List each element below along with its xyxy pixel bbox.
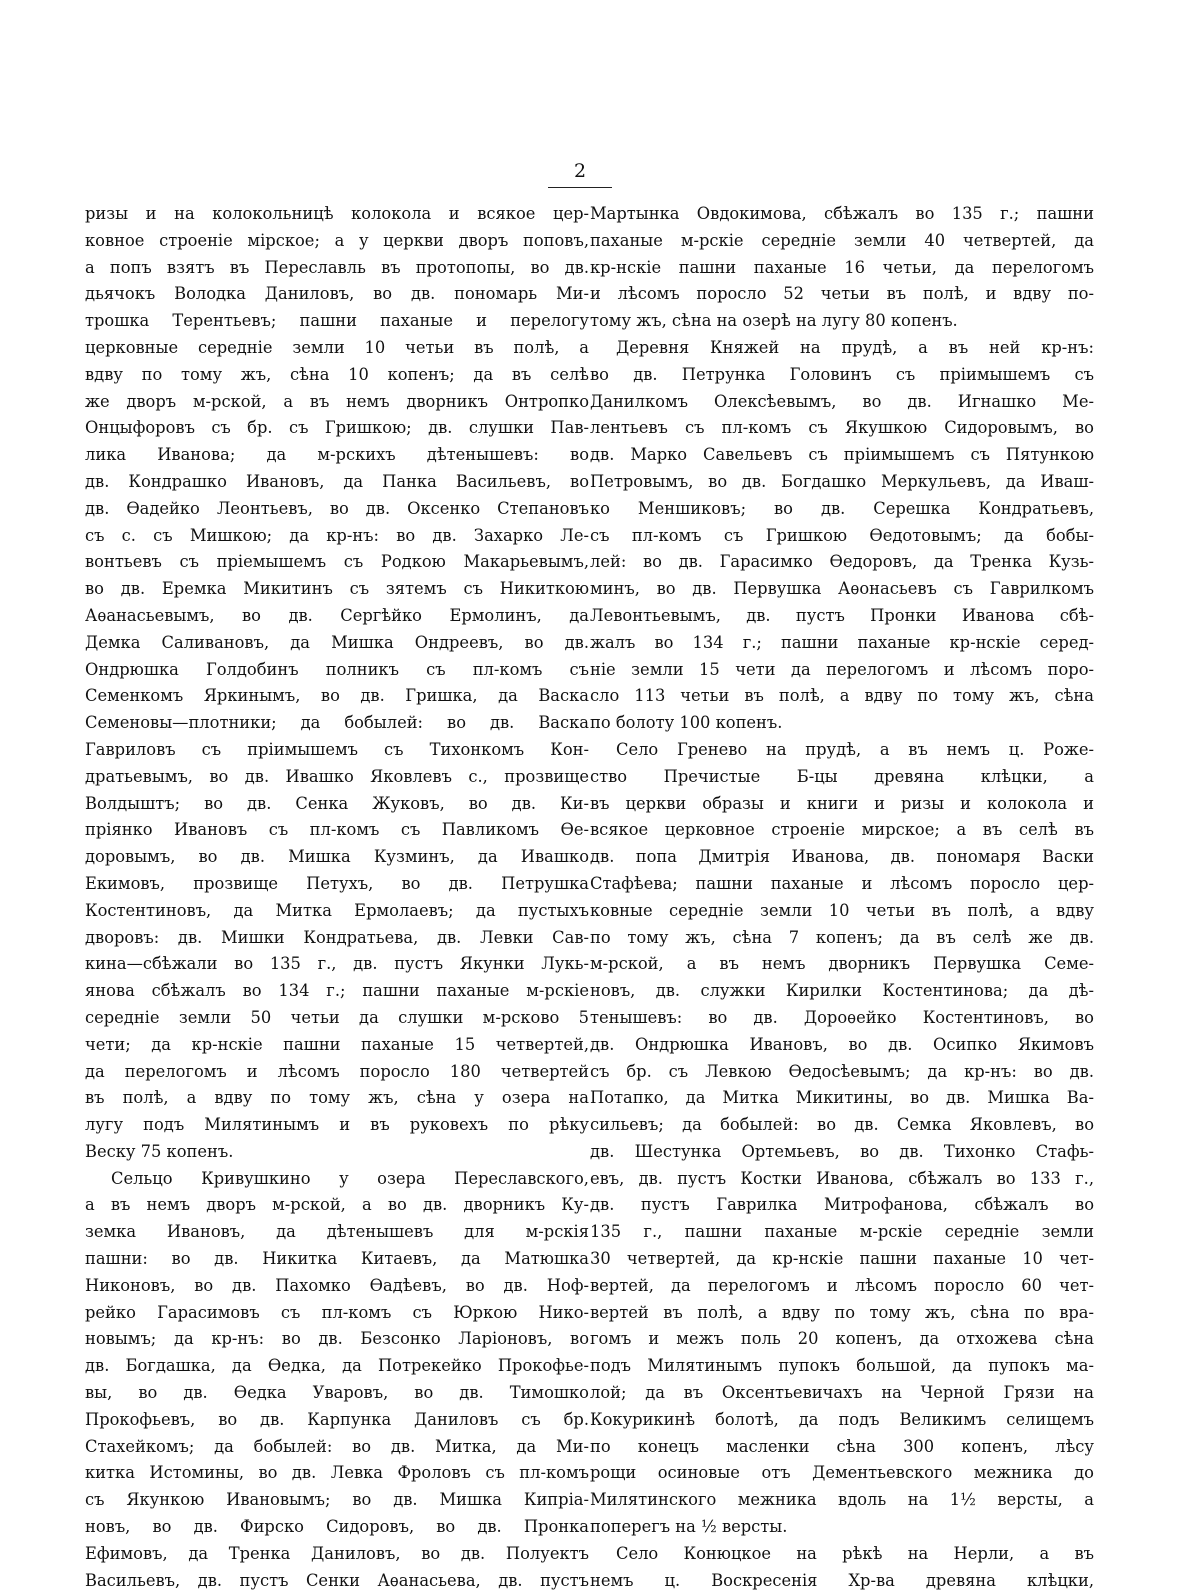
text-line: ковное строеніе мірское; а у церкви дворъ поповъ, (85, 230, 589, 250)
text-line: м-рской, а въ немъ дворникъ Первушка Семе- (590, 954, 1094, 974)
text-line: Ондрюшка Голдобинъ полникъ съ пл-комъ съ (85, 659, 589, 679)
text-line: Мартынка Овдокимова, сбѣжалъ во 135 г.; пашни (590, 204, 1094, 223)
text-line: Екимовъ, прозвище Петухъ, во дв. Петрушка (85, 873, 589, 893)
text-line: Сельцо Кривушкино у озера Переславского, (111, 1168, 589, 1188)
text-line: церковные середніе земли 10 четьи въ полѣ, а (85, 337, 589, 357)
text-line: дв. пустъ Гаврилка Митрофанова, сбѣжалъ во (590, 1195, 1094, 1215)
text-line: Потапко, да Митка Микитины, во дв. Мишка Ва- (590, 1088, 1094, 1108)
text-line: Волдыштъ; во дв. Сенка Жуковъ, во дв. Ки- (85, 793, 589, 813)
text-line: середніе земли 50 четьи да слушки м-рсково 5 (85, 1007, 589, 1027)
text-line: во дв. Петрунка Головинъ съ пріимышемъ съ (590, 364, 1094, 384)
right-column (590, 201, 1094, 1594)
text-line: новъ, во дв. Фирско Сидоровъ, во дв. Пронка (85, 1517, 589, 1537)
text-line: кина—сбѣжали во 135 г., дв. пустъ Якунки Лукь- (85, 954, 589, 974)
text-line: китка Истомины, во дв. Левка Фроловъ съ пл-комъ (85, 1463, 589, 1483)
text-line: ніе земли 15 чети да перелогомъ и лѣсомъ поро- (590, 659, 1094, 679)
text-line: гомъ и межъ поль 20 копенъ, да отхожева сѣна (590, 1329, 1094, 1349)
text-line: 30 четвертей, да кр-нскіе пашни паханые 10 чет- (590, 1249, 1094, 1269)
text-line: съ с. съ Мишкою; да кр-нъ: во дв. Захарко Ле- (85, 525, 589, 545)
left-column (85, 201, 589, 1594)
text-line: дв. Марко Савельевъ съ пріимышемъ съ Пятункою (590, 445, 1094, 465)
text-line: доровымъ, во дв. Мишка Кузминъ, да Ивашко (85, 847, 589, 867)
text-line: а въ немъ дворъ м-рской, а во дв. дворникъ Ку- (85, 1195, 589, 1215)
text-line: Данилкомъ Олексѣевымъ, во дв. Игнашко Ме- (590, 391, 1094, 411)
text-line: ство Пречистые Б-цы древяна клѣцки, а (590, 766, 1094, 786)
text-line: съ бр. съ Левкою Ѳедосѣевымъ; да кр-нъ: во дв. (590, 1061, 1094, 1081)
text-line: подъ Милятинымъ пупокъ большой, да пупокъ ма- (590, 1356, 1094, 1376)
text-line: тенышевъ: во дв. Дороѳейко Костентиновъ, во (590, 1007, 1094, 1027)
text-line: Милятинского межника вдоль на 1½ версты, а (590, 1490, 1094, 1510)
text-line: земка Ивановъ, да дѣтенышевъ для м-рскія (85, 1222, 589, 1242)
text-line: Ефимовъ, да Тренка Даниловъ, во дв. Полуектъ (85, 1543, 589, 1563)
text-line: ко Меншиковъ; во дв. Серешка Кондратьевъ, (590, 498, 1094, 518)
text-line: трошка Терентьевъ; пашни паханые и перелогу (85, 311, 589, 331)
text-line: по тому жъ, сѣна 7 копенъ; да въ селѣ же дв. (590, 927, 1094, 947)
text-line: Деревня Княжей на прудѣ, а въ ней кр-нъ: (616, 337, 1094, 357)
text-line: новъ, дв. служки Кирилки Костентинова; да дѣ- (590, 981, 1094, 1001)
text-line: Стахейкомъ; да бобылей: во дв. Митка, да Ми- (85, 1436, 589, 1456)
header-rule (548, 187, 612, 188)
text-line: и лѣсомъ поросло 52 четьи въ полѣ, и вдву по- (590, 284, 1094, 304)
text-line: во дв. Еремка Микитинъ съ зятемъ съ Никиткою (85, 579, 589, 599)
text-line: сильевъ; да бобылей: во дв. Семка Яковлевъ, во (590, 1115, 1094, 1135)
text-line: поперегъ на ½ версты. (590, 1517, 788, 1537)
text-line: Кокурикинѣ болотѣ, да подъ Великимъ селищемъ (590, 1409, 1094, 1429)
text-line: дратьевымъ, во дв. Ивашко Яковлевъ с., прозвище (85, 766, 589, 786)
text-line: дв. Кондрашко Ивановъ, да Панка Васильевъ, во (85, 471, 589, 491)
text-line: дв. Ондрюшка Ивановъ, во дв. Осипко Якимовъ (590, 1034, 1094, 1054)
text-line: Васильевъ, дв. пустъ Сенки Аѳанасьева, дв. пустъ (85, 1570, 589, 1590)
text-line: Семеновы—плотники; да бобылей: во дв. Васка (85, 713, 589, 733)
text-line: да перелогомъ и лѣсомъ поросло 180 четвертей (85, 1061, 589, 1081)
text-line: новымъ; да кр-нъ: во дв. Безсонко Ларіоновъ, во (85, 1329, 589, 1349)
text-line: дв. Ѳадейко Леонтьевъ, во дв. Оксенко Степановъ (85, 498, 589, 518)
text-line: Онцыфоровъ съ бр. съ Гришкою; дв. слушки Пав- (85, 418, 589, 438)
text-line: Гавриловъ съ пріимышемъ съ Тихонкомъ Кон- (85, 739, 589, 759)
text-line: ризы и на колокольницѣ колокола и всякое цер- (85, 204, 589, 223)
text-line: Демка Саливановъ, да Мишка Ондреевъ, во дв. (85, 632, 589, 652)
text-line: Петровымъ, во дв. Богдашко Меркульевъ, да Иваш- (590, 471, 1094, 491)
text-line: съ пл-комъ съ Гришкою Ѳедотовымъ; да бобы- (590, 525, 1094, 545)
text-line: пашни: во дв. Никитка Китаевъ, да Матюшка (85, 1249, 589, 1269)
text-line: вертей въ полѣ, а вдву по тому жъ, сѣна по вра- (590, 1302, 1094, 1322)
text-line: Аѳанасьевымъ, во дв. Сергѣйко Ермолинъ, да (85, 605, 589, 625)
text-line: въ полѣ, а вдву по тому жъ, сѣна у озера на (85, 1088, 589, 1108)
text-line: вонтьевъ съ пріемышемъ съ Родкою Макарьевымъ, (85, 552, 589, 572)
text-line: минъ, во дв. Первушка Аѳонасьевъ съ Гаврилкомъ (590, 579, 1094, 599)
text-line: евъ, дв. пустъ Костки Иванова, сбѣжалъ во 133 г., (590, 1168, 1094, 1188)
text-line: лентьевъ съ пл-комъ съ Якушкою Сидоровымъ, во (590, 418, 1094, 438)
text-line: дьячокъ Володка Даниловъ, во дв. пономарь Ми- (85, 284, 589, 304)
text-line: Веску 75 копенъ. (85, 1141, 234, 1161)
text-line: ковные середніе земли 10 четьи въ полѣ, а вдву (590, 900, 1094, 920)
text-line: кр-нскіе пашни паханые 16 четьи, да перелогомъ (590, 257, 1094, 277)
text-line: Костентиновъ, да Митка Ермолаевъ; да пустыхъ (85, 900, 589, 920)
text-line: сло 113 четьи въ полѣ, а вдву по тому жъ, сѣна (590, 686, 1094, 706)
text-line: чети; да кр-нскіе пашни паханые 15 четвертей, (85, 1034, 589, 1054)
text-line: а попъ взятъ въ Переславль въ протопопы, во дв. (85, 257, 589, 277)
text-line: немъ ц. Воскресенія Хр-ва древяна клѣцки, (590, 1570, 1094, 1590)
text-line: же дворъ м-рской, а въ немъ дворникъ Онтропко (85, 391, 589, 411)
text-line: лика Иванова; да м-рскихъ дѣтенышевъ: во (85, 445, 589, 465)
text-line: тому жъ, сѣна на озерѣ на лугу 80 копенъ. (590, 311, 958, 331)
text-line: съ Якункою Ивановымъ; во дв. Мишка Кипріа- (85, 1490, 589, 1510)
text-line: вы, во дв. Ѳедка Уваровъ, во дв. Тимошко (85, 1383, 589, 1403)
text-line: лугу подъ Милятинымъ и въ руковехъ по рѣку (85, 1115, 589, 1135)
text-line: дв. Шестунка Ортемьевъ, во дв. Тихонко Стафь- (590, 1141, 1094, 1161)
text-line: рейко Гарасимовъ съ пл-комъ съ Юркою Нико- (85, 1302, 589, 1322)
page-number: 2 (573, 160, 587, 182)
text-line: Стафѣева; пашни паханые и лѣсомъ поросло цер- (590, 873, 1094, 893)
text-line: Семенкомъ Яркинымъ, во дв. Гришка, да Васка (85, 686, 589, 706)
text-line: паханые м-рскіе середніе земли 40 четвертей, да (590, 230, 1094, 250)
text-line: Село Конюцкое на рѣкѣ на Нерли, а въ (616, 1543, 1094, 1563)
text-line: янова сбѣжалъ во 134 г.; пашни паханые м-рскіе (85, 981, 589, 1001)
text-line: 135 г., пашни паханые м-рскіе середніе земли (590, 1222, 1094, 1242)
text-line: по болоту 100 копенъ. (590, 713, 783, 733)
text-line: пріянко Ивановъ съ пл-комъ съ Павликомъ Ѳе- (85, 820, 589, 840)
text-line: Левонтьевымъ, дв. пустъ Пронки Иванова сбѣ- (590, 605, 1094, 625)
text-line: Прокофьевъ, во дв. Карпунка Даниловъ съ бр. (85, 1409, 589, 1429)
text-line: Никоновъ, во дв. Пахомко Ѳадѣевъ, во дв. Ноф- (85, 1275, 589, 1295)
text-line: дворовъ: дв. Мишки Кондратьева, дв. Левки Сав- (85, 927, 589, 947)
text-line: лей: во дв. Гарасимко Ѳедоровъ, да Тренка Кузь- (590, 552, 1094, 572)
text-line: вдву по тому жъ, сѣна 10 копенъ; да въ селѣ (85, 364, 589, 384)
text-line: всякое церковное строеніе мирское; а въ селѣ въ (590, 820, 1094, 840)
text-line: лой; да въ Оксентьевичахъ на Черной Грязи на (590, 1383, 1094, 1403)
text-line: въ церкви образы и книги и ризы и колокола и (590, 793, 1094, 813)
text-line: по конецъ масленки сѣна 300 копенъ, лѣсу (590, 1436, 1094, 1456)
text-line: дв. попа Дмитрія Иванова, дв. пономаря Васки (590, 847, 1094, 867)
text-line: Село Гренево на прудѣ, а въ немъ ц. Роже- (616, 739, 1094, 759)
text-line: жалъ во 134 г.; пашни паханые кр-нскіе серед- (590, 632, 1094, 652)
text-line: рощи осиновые отъ Дементьевского межника до (590, 1463, 1094, 1483)
text-line: дв. Богдашка, да Ѳедка, да Потрекейко Прокофье- (85, 1356, 589, 1376)
text-line: вертей, да перелогомъ и лѣсомъ поросло 60 чет- (590, 1275, 1094, 1295)
